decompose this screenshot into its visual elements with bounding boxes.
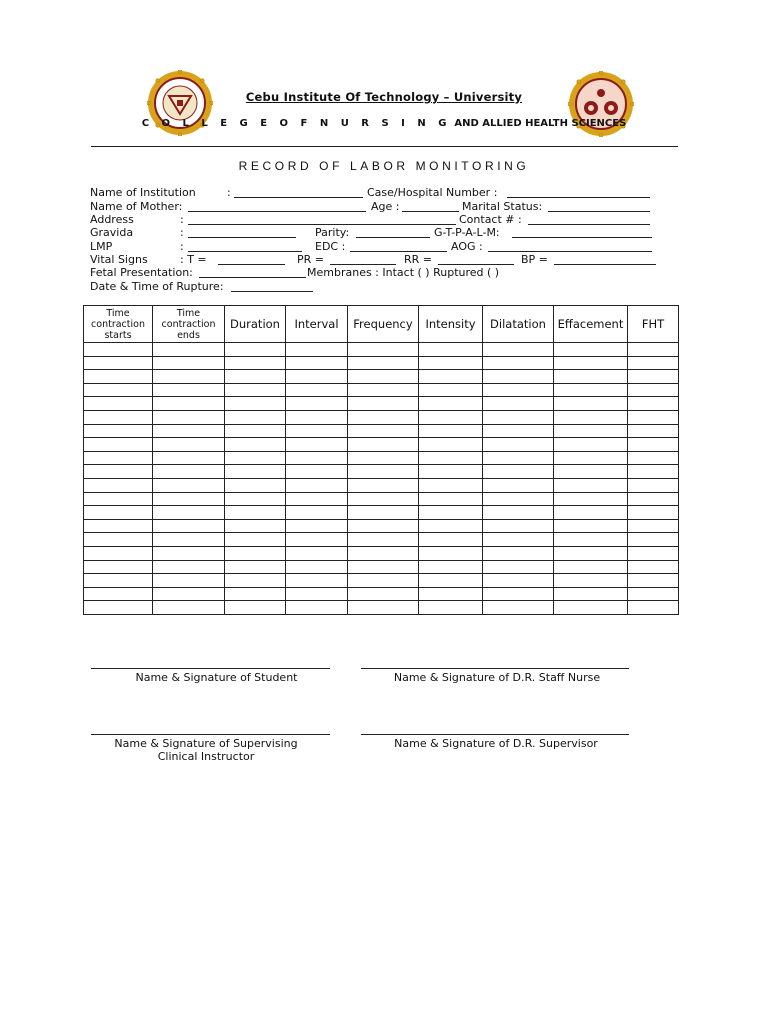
dr-supervisor-signature-label: Name & Signature of D.R. Supervisor — [394, 737, 598, 750]
table-cell[interactable] — [554, 560, 628, 574]
dr-supervisor-signature-line[interactable] — [361, 734, 629, 735]
table-row — [84, 383, 679, 397]
col-intensity: Intensity — [419, 306, 483, 343]
table-cell[interactable] — [419, 356, 483, 370]
table-cell[interactable] — [419, 574, 483, 588]
table-cell[interactable] — [153, 519, 225, 533]
table-cell[interactable] — [225, 424, 286, 438]
table-cell[interactable] — [84, 519, 153, 533]
college-name — [0, 118, 768, 129]
label-gravida: Gravida — [90, 226, 134, 239]
table-cell[interactable] — [84, 587, 153, 601]
table-cell[interactable] — [628, 533, 679, 547]
table-cell[interactable] — [153, 478, 225, 492]
label-edc: EDC : — [315, 240, 346, 253]
table-cell[interactable] — [84, 533, 153, 547]
table-cell[interactable] — [419, 438, 483, 452]
table-cell[interactable] — [153, 356, 225, 370]
table-cell[interactable] — [483, 397, 554, 411]
col-time-contraction-ends: Time contraction ends — [153, 306, 225, 343]
table-cell[interactable] — [153, 560, 225, 574]
table-cell[interactable] — [84, 478, 153, 492]
table-row — [84, 478, 679, 492]
table-cell[interactable] — [225, 397, 286, 411]
age-field[interactable] — [402, 211, 459, 212]
table-cell[interactable] — [554, 478, 628, 492]
table-cell[interactable] — [419, 343, 483, 357]
table-cell[interactable] — [348, 424, 419, 438]
table-cell[interactable] — [286, 533, 348, 547]
table-cell[interactable] — [348, 438, 419, 452]
table-cell[interactable] — [225, 546, 286, 560]
table-cell[interactable] — [225, 492, 286, 506]
table-cell[interactable] — [554, 370, 628, 384]
table-cell[interactable] — [286, 574, 348, 588]
table-cell[interactable] — [153, 465, 225, 479]
table-cell[interactable] — [153, 370, 225, 384]
student-signature-line[interactable] — [91, 668, 330, 669]
table-cell[interactable] — [348, 356, 419, 370]
table-cell[interactable] — [225, 560, 286, 574]
table-cell[interactable] — [286, 478, 348, 492]
table-header-row — [84, 306, 679, 343]
table-cell[interactable] — [419, 546, 483, 560]
col-effacement: Effacement — [554, 306, 628, 343]
table-cell[interactable] — [225, 533, 286, 547]
lmp-field[interactable] — [188, 251, 302, 252]
table-cell[interactable] — [628, 587, 679, 601]
table-cell[interactable] — [554, 451, 628, 465]
table-cell[interactable] — [554, 519, 628, 533]
table-cell[interactable] — [554, 343, 628, 357]
table-cell[interactable] — [84, 506, 153, 520]
table-cell[interactable] — [84, 356, 153, 370]
form-title: RECORD OF LABOR MONITORING — [238, 159, 530, 173]
clinical-instructor-signature-line[interactable] — [91, 734, 330, 735]
table-cell[interactable] — [419, 560, 483, 574]
table-cell[interactable] — [348, 560, 419, 574]
table-cell[interactable] — [84, 546, 153, 560]
table-row — [84, 519, 679, 533]
table-row — [84, 492, 679, 506]
table-cell[interactable] — [286, 438, 348, 452]
contact-field[interactable] — [528, 224, 650, 225]
table-row — [84, 410, 679, 424]
table-cell[interactable] — [419, 519, 483, 533]
table-cell[interactable] — [348, 410, 419, 424]
table-cell[interactable] — [348, 397, 419, 411]
col-frequency: Frequency — [348, 306, 419, 343]
table-cell[interactable] — [483, 519, 554, 533]
table-cell[interactable] — [348, 546, 419, 560]
table-cell[interactable] — [225, 465, 286, 479]
table-cell[interactable] — [153, 533, 225, 547]
address-field[interactable] — [188, 224, 456, 225]
college-name-spaced: C O L L E G E O F N U R S I N G — [141, 118, 451, 129]
table-cell[interactable] — [483, 574, 554, 588]
table-cell[interactable] — [554, 465, 628, 479]
table-cell[interactable] — [225, 438, 286, 452]
table-cell[interactable] — [348, 574, 419, 588]
table-cell[interactable] — [286, 492, 348, 506]
table-cell[interactable] — [483, 492, 554, 506]
table-cell[interactable] — [483, 451, 554, 465]
table-cell[interactable] — [483, 356, 554, 370]
table-cell[interactable] — [153, 574, 225, 588]
label-name-of-mother: Name of Mother: — [90, 200, 183, 213]
table-row — [84, 533, 679, 547]
table-cell[interactable] — [84, 601, 153, 615]
table-cell[interactable] — [483, 560, 554, 574]
table-cell[interactable] — [286, 560, 348, 574]
col-time-contraction-starts: Time contraction starts — [84, 306, 153, 343]
table-cell[interactable] — [225, 519, 286, 533]
table-cell[interactable] — [628, 343, 679, 357]
label-respiratory-rate: RR = — [404, 253, 432, 266]
table-cell[interactable] — [348, 533, 419, 547]
labor-monitoring-table — [83, 305, 679, 615]
label-case-hospital-number: Case/Hospital Number : — [367, 186, 498, 199]
table-cell[interactable] — [483, 601, 554, 615]
table-cell[interactable] — [628, 506, 679, 520]
label-gtpalm: G-T-P-A-L-M: — [434, 226, 500, 239]
table-cell[interactable] — [225, 506, 286, 520]
table-cell[interactable] — [84, 560, 153, 574]
table-cell[interactable] — [348, 465, 419, 479]
table-cell[interactable] — [483, 587, 554, 601]
table-cell[interactable] — [483, 478, 554, 492]
table-cell[interactable] — [419, 492, 483, 506]
table-cell[interactable] — [554, 506, 628, 520]
table-cell[interactable] — [483, 438, 554, 452]
table-cell[interactable] — [225, 574, 286, 588]
table-cell[interactable] — [286, 383, 348, 397]
table-cell[interactable] — [84, 397, 153, 411]
date-time-rupture-field[interactable] — [231, 291, 313, 292]
table-cell[interactable] — [483, 546, 554, 560]
table-cell[interactable] — [153, 451, 225, 465]
label-aog: AOG : — [451, 240, 483, 253]
table-row — [84, 397, 679, 411]
clinical-instructor-signature-label — [91, 737, 321, 763]
table-cell[interactable] — [419, 370, 483, 384]
table-cell[interactable] — [286, 451, 348, 465]
table-cell[interactable] — [419, 478, 483, 492]
fetal-presentation-field[interactable] — [199, 277, 306, 278]
table-cell[interactable] — [84, 410, 153, 424]
table-row — [84, 451, 679, 465]
table-cell[interactable] — [419, 451, 483, 465]
pulse-rate-field[interactable] — [330, 264, 396, 265]
table-cell[interactable] — [153, 492, 225, 506]
table-cell[interactable] — [348, 587, 419, 601]
aog-field[interactable] — [488, 251, 652, 252]
table-row — [84, 601, 679, 615]
table-cell[interactable] — [628, 465, 679, 479]
table-row — [84, 424, 679, 438]
table-cell[interactable] — [153, 587, 225, 601]
colon: : — [227, 186, 231, 199]
table-cell[interactable] — [84, 451, 153, 465]
table-cell[interactable] — [84, 383, 153, 397]
table-cell[interactable] — [286, 397, 348, 411]
respiratory-rate-field[interactable] — [438, 264, 514, 265]
table-cell[interactable] — [483, 465, 554, 479]
table-cell[interactable] — [483, 506, 554, 520]
table-cell[interactable] — [225, 601, 286, 615]
table-cell[interactable] — [84, 492, 153, 506]
table-cell[interactable] — [628, 560, 679, 574]
label-vital-signs: Vital Signs — [90, 253, 148, 266]
table-cell[interactable] — [286, 546, 348, 560]
table-cell[interactable] — [286, 410, 348, 424]
clinical-instructor-label-line1: Name & Signature of Supervising — [114, 737, 298, 750]
table-cell[interactable] — [286, 601, 348, 615]
label-parity: Parity: — [315, 226, 350, 239]
table-cell[interactable] — [554, 438, 628, 452]
table-cell[interactable] — [628, 478, 679, 492]
table-cell[interactable] — [628, 451, 679, 465]
table-cell[interactable] — [419, 410, 483, 424]
table-cell[interactable] — [348, 478, 419, 492]
table-cell[interactable] — [153, 383, 225, 397]
label-date-time-rupture: Date & Time of Rupture: — [90, 280, 224, 293]
col-duration: Duration — [225, 306, 286, 343]
table-cell[interactable] — [554, 410, 628, 424]
label-blood-pressure: BP = — [521, 253, 548, 266]
table-cell[interactable] — [554, 601, 628, 615]
table-cell[interactable] — [483, 383, 554, 397]
table-row — [84, 560, 679, 574]
table-cell[interactable] — [286, 465, 348, 479]
label-marital-status: Marital Status: — [462, 200, 543, 213]
col-dilatation: Dilatation — [483, 306, 554, 343]
table-cell[interactable] — [628, 438, 679, 452]
table-cell[interactable] — [225, 587, 286, 601]
table-cell[interactable] — [554, 533, 628, 547]
table-cell[interactable] — [348, 506, 419, 520]
table-cell[interactable] — [225, 343, 286, 357]
table-cell[interactable] — [554, 492, 628, 506]
staff-nurse-signature-label: Name & Signature of D.R. Staff Nurse — [393, 671, 601, 684]
colon: : — [180, 240, 184, 253]
table-cell[interactable] — [348, 601, 419, 615]
table-cell[interactable] — [286, 506, 348, 520]
label-pulse-rate: PR = — [297, 253, 324, 266]
table-row — [84, 574, 679, 588]
table-cell[interactable] — [554, 546, 628, 560]
table-cell[interactable] — [419, 533, 483, 547]
label-contact: Contact # : — [459, 213, 522, 226]
table-cell[interactable] — [84, 370, 153, 384]
student-signature-label: Name & Signature of Student — [135, 671, 298, 684]
table-cell[interactable] — [153, 410, 225, 424]
table-cell[interactable] — [84, 465, 153, 479]
mother-name-field[interactable] — [188, 211, 366, 212]
col-interval: Interval — [286, 306, 348, 343]
label-lmp: LMP — [90, 240, 113, 253]
table-cell[interactable] — [628, 492, 679, 506]
table-cell[interactable] — [225, 383, 286, 397]
table-cell[interactable] — [225, 370, 286, 384]
table-cell[interactable] — [483, 370, 554, 384]
edc-field[interactable] — [350, 251, 447, 252]
table-row — [84, 465, 679, 479]
colon: : — [180, 226, 184, 239]
table-cell[interactable] — [153, 343, 225, 357]
colon: : — [180, 213, 184, 226]
table-cell[interactable] — [84, 574, 153, 588]
table-cell[interactable] — [628, 356, 679, 370]
table-cell[interactable] — [153, 397, 225, 411]
table-cell[interactable] — [153, 601, 225, 615]
table-cell[interactable] — [628, 383, 679, 397]
table-cell[interactable] — [628, 424, 679, 438]
university-name: Cebu Institute Of Technology – University — [245, 90, 523, 104]
clinical-instructor-label-line2: Clinical Instructor — [157, 750, 255, 763]
marital-status-field[interactable] — [548, 211, 650, 212]
staff-nurse-signature-line[interactable] — [361, 668, 629, 669]
table-cell[interactable] — [483, 424, 554, 438]
table-cell[interactable] — [554, 397, 628, 411]
table-cell[interactable] — [84, 343, 153, 357]
table-cell[interactable] — [628, 574, 679, 588]
table-row — [84, 343, 679, 357]
blood-pressure-field[interactable] — [554, 264, 656, 265]
table-cell[interactable] — [286, 519, 348, 533]
table-cell[interactable] — [348, 343, 419, 357]
label-fetal-presentation: Fetal Presentation: — [90, 266, 193, 279]
table-cell[interactable] — [84, 424, 153, 438]
temperature-field[interactable] — [218, 264, 285, 265]
table-cell[interactable] — [225, 356, 286, 370]
table-cell[interactable] — [483, 410, 554, 424]
case-number-field[interactable] — [507, 197, 650, 198]
table-cell[interactable] — [348, 519, 419, 533]
table-cell[interactable] — [286, 370, 348, 384]
col-fht: FHT — [628, 306, 679, 343]
table-cell[interactable] — [628, 370, 679, 384]
table-cell[interactable] — [286, 343, 348, 357]
table-cell[interactable] — [554, 356, 628, 370]
table-cell[interactable] — [419, 465, 483, 479]
table-cell[interactable] — [419, 383, 483, 397]
table-cell[interactable] — [554, 574, 628, 588]
table-cell[interactable] — [554, 424, 628, 438]
gtpalm-field[interactable] — [512, 237, 652, 238]
table-cell[interactable] — [419, 424, 483, 438]
label-address: Address — [90, 213, 134, 226]
table-cell[interactable] — [225, 451, 286, 465]
table-cell[interactable] — [419, 601, 483, 615]
institution-field[interactable] — [234, 197, 363, 198]
table-cell[interactable] — [84, 438, 153, 452]
header-divider — [91, 146, 678, 147]
parity-field[interactable] — [356, 237, 430, 238]
label-age: Age : — [371, 200, 400, 213]
table-cell[interactable] — [419, 397, 483, 411]
table-cell[interactable] — [348, 492, 419, 506]
table-cell[interactable] — [628, 546, 679, 560]
table-body — [84, 343, 679, 615]
label-membranes: Membranes : Intact ( ) Ruptured ( ) — [307, 266, 500, 279]
table-cell[interactable] — [554, 587, 628, 601]
table-row — [84, 356, 679, 370]
table-cell[interactable] — [286, 424, 348, 438]
table-cell[interactable] — [628, 519, 679, 533]
table-cell[interactable] — [483, 533, 554, 547]
table-cell[interactable] — [153, 424, 225, 438]
table-cell[interactable] — [153, 546, 225, 560]
table-cell[interactable] — [286, 587, 348, 601]
table-cell[interactable] — [419, 506, 483, 520]
table-cell[interactable] — [483, 343, 554, 357]
table-row — [84, 587, 679, 601]
table-cell[interactable] — [628, 397, 679, 411]
table-cell[interactable] — [225, 478, 286, 492]
table-cell[interactable] — [554, 383, 628, 397]
table-row — [84, 438, 679, 452]
table-cell[interactable] — [153, 506, 225, 520]
table-cell[interactable] — [419, 587, 483, 601]
label-name-of-institution: Name of Institution — [90, 186, 196, 199]
table-cell[interactable] — [348, 383, 419, 397]
table-row — [84, 546, 679, 560]
table-cell[interactable] — [628, 410, 679, 424]
table-cell[interactable] — [348, 451, 419, 465]
college-name-rest: AND ALLIED HEALTH SCIENCES — [450, 118, 627, 129]
table-cell[interactable] — [225, 410, 286, 424]
label-temperature: : T = — [180, 253, 207, 266]
table-cell[interactable] — [628, 601, 679, 615]
table-row — [84, 370, 679, 384]
gravida-field[interactable] — [188, 237, 296, 238]
table-cell[interactable] — [348, 370, 419, 384]
table-cell[interactable] — [286, 356, 348, 370]
table-cell[interactable] — [153, 438, 225, 452]
table-row — [84, 506, 679, 520]
